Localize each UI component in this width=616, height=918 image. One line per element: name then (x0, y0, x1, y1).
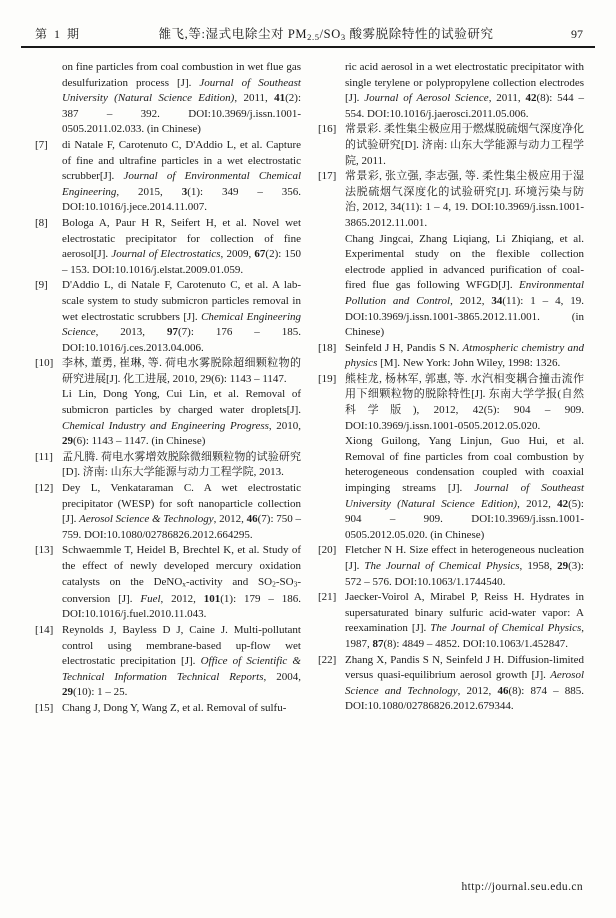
issue-label: 第 1 期 (35, 27, 82, 41)
reference-number: [7] (35, 138, 48, 151)
reference-text: Schwaemmle T, Heidel B, Brechtel K, et al. Study of the effect of newly developed mercury oxidation catalysts on the DeNOx-activity and SO2-SO3-conversion [J]. Fuel, 2012, 101(1): 179 – 186. DOI:10.1016/j.fuel.2010.11.043. (62, 544, 301, 621)
reference-text: 常景彩. 柔性集尘极应用于燃煤脱硫烟气深度净化的试验研究[D]. 济南: 山东大学能源与动力工程学院, 2011. (345, 123, 584, 167)
reference-number: [14] (35, 624, 54, 637)
reference-number: [20] (318, 544, 337, 557)
reference-text: Chang J, Dong Y, Wang Z, et al. Removal of sulfu- (62, 701, 287, 714)
reference-item (35, 481, 301, 543)
reference-item (318, 169, 584, 341)
reference-item (318, 341, 584, 372)
reference-text: 熊桂龙, 杨林军, 郭惠, 等. 水汽相变耦合撞击流作用下细颗粒物的脱除特性[J]. 东南大学学报(自然科学版), 2012, 42(5): 904 – 909. DOI:10.3969/j.issn.1001-0505.2012.05.020. Xiong Guilong, Yang Linjun, Guo Hui, et al. Removal of fine particles from coal combustion by heterogeneous condensation coupled with coaxial impinging streams [J]. Journal of Southeast University (Natural Science Edition), 2012, 42(5): 904 – 909. DOI:10.3969/j.issn.1001-0505.2012.05.020. (in Chinese) (345, 372, 584, 541)
reference-item (35, 216, 301, 278)
page-footer (35, 881, 583, 893)
reference-text: Fletcher N H. Size effect in heterogeneous nucleation [J]. The Journal of Chemical Physics, 1958, 29(3): 572 – 576. DOI:10.1063/1.1744540. (345, 544, 584, 588)
reference-number: [10] (35, 357, 54, 370)
reference-item (318, 590, 584, 652)
reference-item (318, 372, 584, 544)
reference-item (35, 356, 301, 450)
reference-number: [11] (35, 450, 53, 463)
reference-text: di Natale F, Carotenuto C, D'Addio L, et al. Capture of fine and ultrafine particles in a wet electrostatic scrubber[J]. Journal of Environmental Chemical Engineering, 2015, 3(1): 349 – 356. DOI:10.1016/j.jece.2014.11.007. (62, 138, 302, 214)
reference-number: [9] (35, 279, 48, 292)
reference-text: Reynolds J, Bayless D J, Caine J. Multi-pollutant control using membrane-based up-flow wet electrostatic precipitation [J]. Office of Scientific & Technical Information Technical Reports, 2004, 29(10): 1 – 25. (62, 624, 301, 699)
references-section (35, 60, 583, 717)
reference-number (318, 60, 345, 122)
reference-number: [16] (318, 123, 337, 136)
reference-item (318, 122, 584, 169)
page-number: 97 (571, 27, 583, 41)
reference-number: [13] (35, 544, 54, 557)
reference-number: [17] (318, 170, 337, 183)
references-column-right (318, 60, 584, 717)
references-column-left (35, 60, 301, 717)
reference-text: Jaecker-Voirol A, Mirabel P, Reiss H. Hydrates in supersaturated binary sulfuric acid-water vapor: A reexamination [J]. The Journal of Chemical Physics, 1987, 87(8): 4849 – 4852. DOI:10.1063/1.452847. (345, 591, 584, 650)
reference-number: [21] (318, 591, 337, 604)
reference-item (35, 543, 301, 623)
reference-item (318, 543, 584, 590)
reference-text: 常景彩, 张立强, 李志强, 等. 柔性集尘极应用于湿法脱硫烟气深度化的试验研究[J]. 环境污染与防治, 2012, 34(11): 1 – 4, 19. DOI:10.3969/j.issn.1001-3865.2012.11.001. Chang Jingcai, Zhang Liqiang, Li Zhiqiang, et al. Experimental study on the flexible collection electrode applied in advanced purification of coal-fired flue gas following WFGD[J]. Environmental Pollution and Control, 2012, 34(11): 1 – 4, 19. DOI:10.3969/j.issn.1001-3865.2012.11.001. (in Chinese) (345, 170, 584, 339)
reference-text: Dey L, Venkataraman C. A wet electrostatic precipitator (WESP) for soft nanoparticle collection [J]. Aerosol Science & Technology, 2012, 46(7): 750 – 759. DOI:10.1080/02786826.2012.664295. (62, 482, 302, 541)
reference-number: [8] (35, 216, 48, 229)
reference-item (35, 701, 301, 717)
reference-number: [18] (318, 341, 337, 354)
reference-number: [12] (35, 482, 54, 495)
reference-item (35, 278, 301, 356)
reference-number: [22] (318, 653, 337, 666)
header-rule (21, 46, 595, 48)
reference-item (35, 623, 301, 701)
journal-url: http://journal.seu.edu.cn (461, 881, 583, 893)
reference-number: [15] (35, 701, 54, 714)
reference-text: Bologa A, Paur H R, Seifert H, et al. Novel wet electrostatic precipitator for collection of fine aerosol[J]. Journal of Electrostatics, 2009, 67(2): 150 – 153. DOI:10.1016/j.elstat.2009.01.059. (62, 216, 301, 276)
reference-item (318, 60, 584, 122)
running-title: 雒飞,等:湿式电除尘对 PM2.5/SO3 酸雾脱除特性的试验研究 (158, 27, 494, 42)
reference-text: D'Addio L, di Natale F, Carotenuto C, et al. A lab-scale system to study submicron particles removal in wet electrostatic scrubbers [J]. Chemical Engineering Science, 2013, 97(7): 176 – 185. DOI:10.1016/j.ces.2013.04.006. (62, 279, 301, 354)
reference-text: ric acid aerosol in a wet electrostatic precipitator with single terylene or polypropylene collection electrodes [J]. Journal of Aerosol Science, 2011, 42(8): 544 – 554. DOI:10.1016/j.jaerosci.2011.05.006. (345, 61, 585, 120)
page-header (35, 24, 583, 42)
reference-text: 孟凡腾. 荷电水雾增效脱除微细颗粒物的试验研究[D]. 济南: 山东大学能源与动力工程学院, 2013. (62, 450, 301, 479)
reference-text: 李林, 董勇, 崔琳, 等. 荷电水雾脱除超细颗粒物的研究进展[J]. 化工进展, 2010, 29(6): 1143 – 1147. Li Lin, Dong Yong, Cui Lin, et al. Removal of submicron particles by charged water droplets[J]. Chemical Industry and Engineering Progress, 2010, 29(6): 1143 – 1147. (in Chinese) (62, 357, 301, 448)
reference-item (35, 60, 301, 138)
reference-text: Seinfeld J H, Pandis S N. Atmospheric chemistry and physics [M]. New York: John Wiley, 1998: 1326. (345, 341, 584, 370)
reference-item (35, 138, 301, 216)
reference-number: [19] (318, 372, 337, 385)
reference-text: Zhang X, Pandis S N, Seinfeld J H. Diffusion-limited versus quasi-equilibrium aerosol growth [J]. Aerosol Science and Technology, 2012, 46(8): 874 – 885. DOI:10.1080/02786826.2012.679344. (345, 653, 584, 713)
reference-item (35, 450, 301, 481)
reference-item (318, 653, 584, 715)
reference-text: on fine particles from coal combustion in wet flue gas desulfurization process [J]. Journal of Southeast University (Natural Science Edition), 2011, 41(2): 387 – 392. DOI:10.3969/j.issn.1001-0505.2011.02.033. (in Chinese) (62, 61, 302, 136)
reference-number (35, 60, 62, 138)
